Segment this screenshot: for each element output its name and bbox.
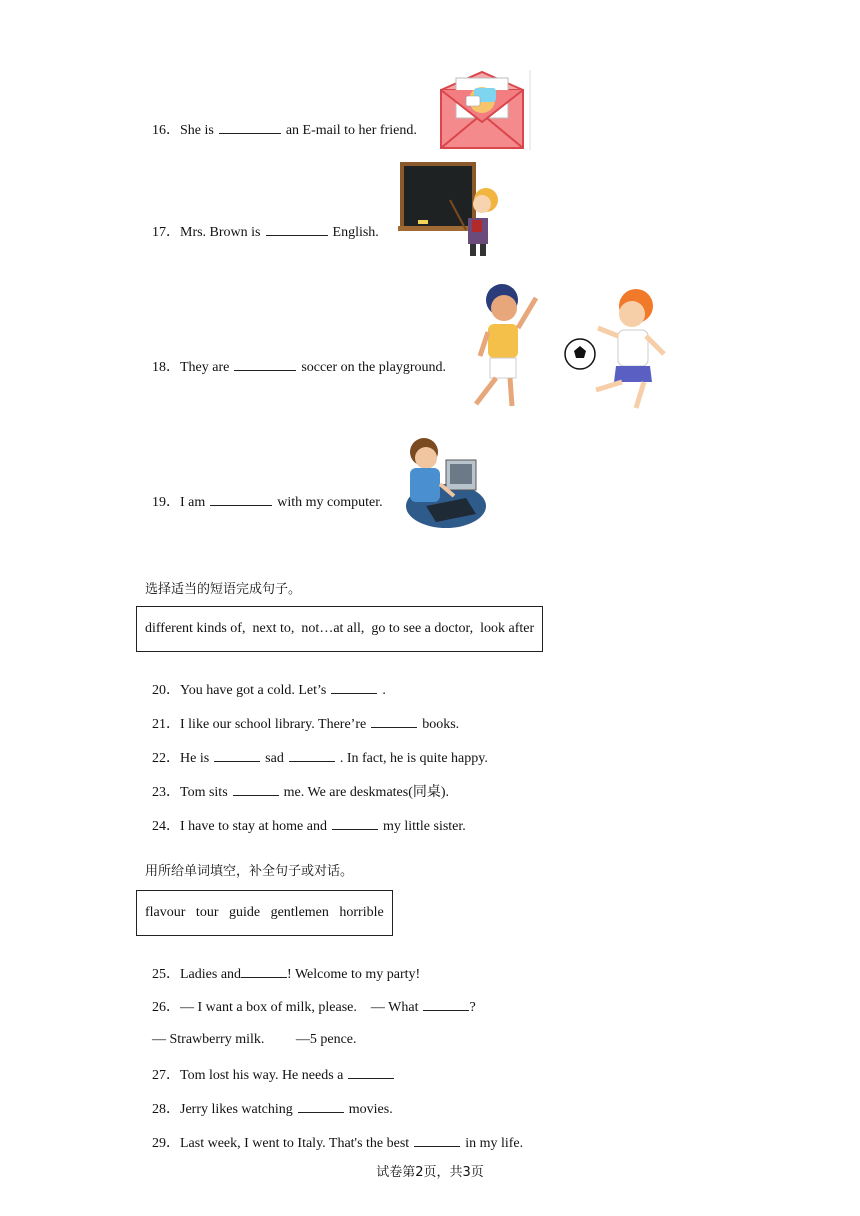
question-27: 27．Tom lost his way. He needs a (145, 1047, 399, 1085)
question-19: 19．I am with my computer. (145, 474, 383, 512)
answer-blank[interactable] (233, 782, 279, 796)
answer-blank[interactable] (219, 120, 281, 134)
boy-at-computer-image (404, 434, 488, 532)
question-number: 28． (152, 1102, 180, 1117)
email-envelope-image (440, 70, 532, 150)
question-25: 25．Ladies and ! Welcome to my party! (145, 946, 420, 984)
teacher-blackboard-image (398, 160, 504, 262)
question-number: 22． (152, 751, 180, 766)
question-number: 21． (152, 717, 180, 732)
word-box: flavour tour guide gentlemen horrible (136, 890, 393, 936)
question-number: 26． (152, 1000, 180, 1015)
answer-blank[interactable] (234, 357, 296, 371)
question-number: 17． (152, 225, 180, 240)
section-3-instruction: 用所给单词填空，补全句子或对话。 (145, 864, 354, 879)
answer-blank[interactable] (210, 492, 272, 506)
kids-playing-soccer-image (466, 280, 676, 416)
question-17: 17．Mrs. Brown is English. (145, 204, 379, 242)
answer-blank[interactable] (423, 997, 469, 1011)
answer-blank[interactable] (331, 680, 377, 694)
answer-blank[interactable] (348, 1065, 394, 1079)
question-28: 28．Jerry likes watching movies. (145, 1081, 393, 1119)
question-24: 24．I have to stay at home and my little sister. (145, 798, 466, 836)
answer-blank[interactable] (266, 222, 328, 236)
page-footer: 试卷第2页，共3页 (376, 1165, 484, 1180)
question-20: 20．You have got a cold. Let’s . (145, 662, 386, 700)
question-number: 16． (152, 123, 180, 138)
question-number: 23． (152, 785, 180, 800)
question-18: 18．They are soccer on the playground. (145, 339, 446, 377)
question-23: 23．Tom sits me. We are deskmates(同桌). (145, 764, 449, 802)
question-26-dialogue: — Strawberry milk. —5 pence. (152, 1032, 357, 1047)
answer-blank[interactable] (414, 1133, 460, 1147)
answer-blank[interactable] (371, 714, 417, 728)
question-number: 27． (152, 1068, 180, 1083)
question-16: 16．She is an E-mail to her friend. (145, 102, 417, 140)
section-2-instruction: 选择适当的短语完成句子。 (145, 582, 302, 597)
question-number: 25． (152, 967, 180, 982)
question-number: 19． (152, 495, 180, 510)
question-number: 20． (152, 683, 180, 698)
question-29: 29．Last week, I went to Italy. That's the best in my life. (145, 1115, 523, 1153)
phrase-box: different kinds of, next to, not…at all, go to see a doctor, look after (136, 606, 543, 652)
question-number: 18． (152, 360, 180, 375)
question-number: 24． (152, 819, 180, 834)
question-22: 22．He is sad . In fact, he is quite happy. (145, 730, 488, 768)
question-26: 26．— I want a box of milk, please. — What ? (145, 979, 476, 1017)
answer-blank[interactable] (289, 748, 335, 762)
answer-blank[interactable] (241, 964, 287, 978)
answer-blank[interactable] (298, 1099, 344, 1113)
answer-blank[interactable] (332, 816, 378, 830)
question-number: 29． (152, 1136, 180, 1151)
question-21: 21．I like our school library. There’re books. (145, 696, 459, 734)
answer-blank[interactable] (214, 748, 260, 762)
